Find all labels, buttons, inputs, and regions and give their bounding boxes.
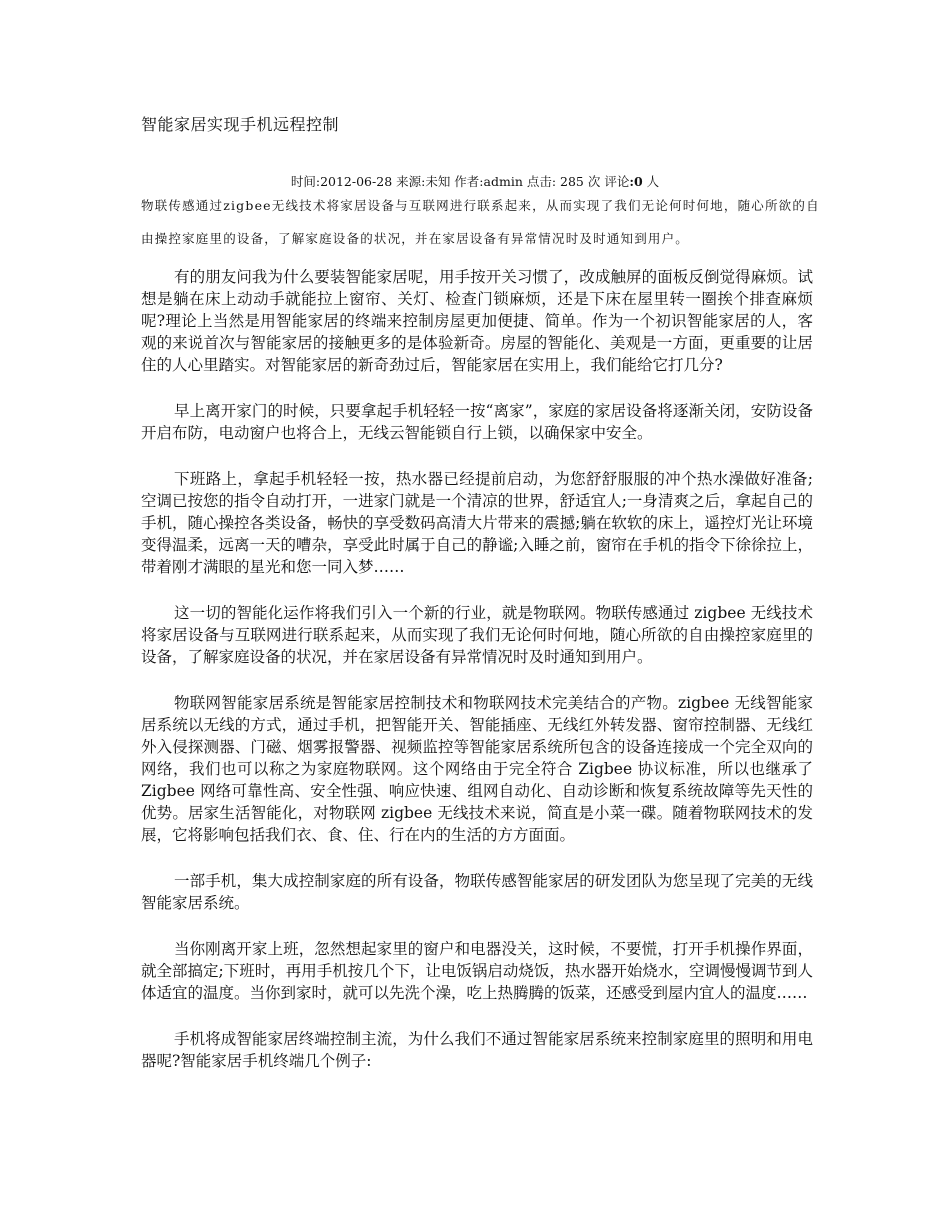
paragraph: 当你刚离开家上班，忽然想起家里的窗户和电器没关，这时候，不要慌，打开手机操作界面，就全部搞定;下班时，再用手机按几个下，让电饭锅启动烧饭，热水器开始烧水，空调慢慢调节到人体适宜的温度。当你到家时，就可以先洗个澡，吃上热腾腾的饭菜，还感受到屋内宜人的温度…… — [141, 940, 813, 1002]
paragraph: 物联网智能家居系统是智能家居控制技术和物联网技术完美结合的产物。zigbee 无线智能家居系统以无线的方式，通过手机，把智能开关、智能插座、无线红外转发器、窗帘控制器、无线红外入侵探测器、门磁、烟雾报警器、视频监控等智能家居系统所包含的设备连接成一个完全双向的网络，我们也可以称之为家庭物联网。这个网络由于完全符合 Zigbee 协议标准，所以也继承了 Zigbee 网络可靠性高、安全性强、响应快速、组网自动化、自动诊断和恢复系统故障等先天性的优势。居家生活智能化，对物联网 zigbee 无线技术来说，简直是小菜一碟。随着物联网技术的发展，它将影响包括我们衣、食、住、行在内的生活的方方面面。 — [141, 694, 813, 844]
paragraph: 有的朋友问我为什么要装智能家居呢，用手按开关习惯了，改成触屏的面板反倒觉得麻烦。试想是躺在床上动动手就能拉上窗帘、关灯、检查门锁麻烦，还是下床在屋里转一圈挨个排查麻烦呢?理论上当然是用智能家居的终端来控制房屋更加便捷、简单。作为一个初识智能家居的人，客观的来说首次与智能家居的接触更多的是体验新奇。房屋的智能化、美观是一方面，更重要的让居住的人心里踏实。对智能家居的新奇劲过后，智能家居在实用上，我们能给它打几分? — [141, 268, 813, 374]
paragraph: 这一切的智能化运作将我们引入一个新的行业，就是物联网。物联传感通过 zigbee 无线技术将家居设备与互联网进行联系起来，从而实现了我们无论何时何地，随心所欲的自由操控家庭里的设备，了解家庭设备的状况，并在家居设备有异常情况时及时通知到用户。 — [141, 604, 813, 666]
article-meta — [0, 172, 950, 190]
paragraph: 早上离开家门的时候，只要拿起手机轻轻一按“离家”，家庭的家居设备将逐渐关闭，安防设备开启布防，电动窗户也将合上，无线云智能锁自行上锁，以确保家中安全。 — [141, 402, 813, 442]
paragraph: 手机将成智能家居终端控制主流，为什么我们不通过智能家居系统来控制家庭里的照明和用电器呢?智能家居手机终端几个例子: — [141, 1030, 813, 1070]
article-body — [141, 266, 813, 1096]
meta-info: 时间:2012-06-28 来源:未知 作者:admin 点击: 285 次 评论 — [290, 174, 630, 189]
paragraph: 下班路上，拿起手机轻轻一按，热水器已经提前启动，为您舒舒服服的冲个热水澡做好准备;空调已按您的指令自动打开，一进家门就是一个清凉的世界，舒适宜人;一身清爽之后，拿起自己的手机，随心操控各类设备，畅快的享受数码高清大片带来的震撼;躺在软软的床上，遥控灯光让环境变得温柔，远离一天的嘈杂，享受此时属于自己的静谧;入睡之前，窗帘在手机的指令下徐徐拉上，带着刚才满眼的星光和您一同入梦…… — [141, 470, 813, 576]
meta-unit: 人 — [642, 174, 660, 189]
paragraph: 一部手机，集大成控制家庭的所有设备，物联传感智能家居的研发团队为您呈现了完美的无线智能家居系统。 — [141, 872, 813, 912]
comment-count: :0 — [629, 174, 643, 189]
article-summary: 物联传感通过zigbee无线技术将家居设备与互联网进行联系起来，从而实现了我们无论何时何地，随心所欲的自由操控家庭里的设备，了解家庭设备的状况，并在家居设备有异常情况时及时通知到用户。 — [141, 198, 820, 246]
article-title: 智能家居实现手机远程控制 — [141, 115, 340, 134]
